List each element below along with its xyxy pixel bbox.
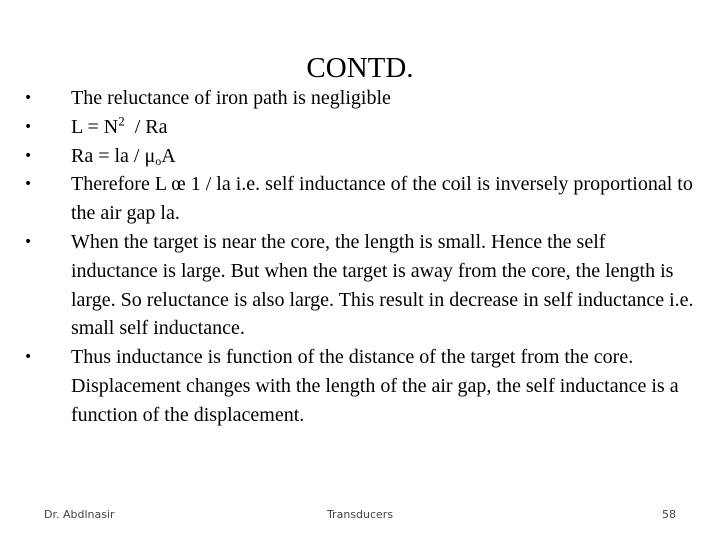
bullet-item <box>24 170 696 228</box>
bullet-formula-inductance <box>71 113 696 142</box>
footer-page-number: 58 <box>662 508 676 521</box>
bullet-item <box>24 343 696 429</box>
bullet-formula-reluctance <box>71 142 696 171</box>
formula-part: / Ra <box>124 115 168 138</box>
slide-title-text: CONTD. <box>306 52 414 84</box>
bullet-dot-icon: • <box>24 176 33 193</box>
bullet-dot-icon: • <box>24 118 33 135</box>
slide-title <box>0 50 720 86</box>
bullet-text: Therefore L œ 1 / la i.e. self inductance of the coil is inversely proportional to the air gap la. <box>71 173 693 225</box>
footer-author: Dr. Abdlnasir <box>44 508 115 521</box>
bullet-item <box>24 84 696 113</box>
bullet-dot-icon: • <box>24 147 33 164</box>
bullet-item <box>24 113 696 142</box>
bullet-dot-icon: • <box>24 233 33 250</box>
bullet-dot-icon: • <box>24 349 33 366</box>
bullet-list <box>24 84 696 430</box>
formula-superscript: 2 <box>118 113 125 129</box>
footer-subject: Transducers <box>326 508 394 521</box>
bullet-text: Thus inductance is function of the distance of the target from the core. Displacement changes with the length of the air gap, the self inductance is a function of the displacement. <box>71 346 679 426</box>
formula-part: Ra = la / μ <box>71 144 156 167</box>
formula-part: L = N <box>71 115 119 138</box>
bullet-dot-icon: • <box>24 90 33 106</box>
bullet-text: The reluctance of iron path is negligible <box>71 87 391 109</box>
formula-part: A <box>161 144 176 167</box>
bullet-text: When the target is near the core, the length is small. Hence the self inductance is large. But when the target is away from the core, the length is large. So reluctance is also large. This result in decrease in self inductance i.e. small self inductance. <box>71 230 694 340</box>
bullet-item <box>24 228 696 343</box>
bullet-item <box>24 142 696 171</box>
formula-subscript: o <box>155 153 162 168</box>
